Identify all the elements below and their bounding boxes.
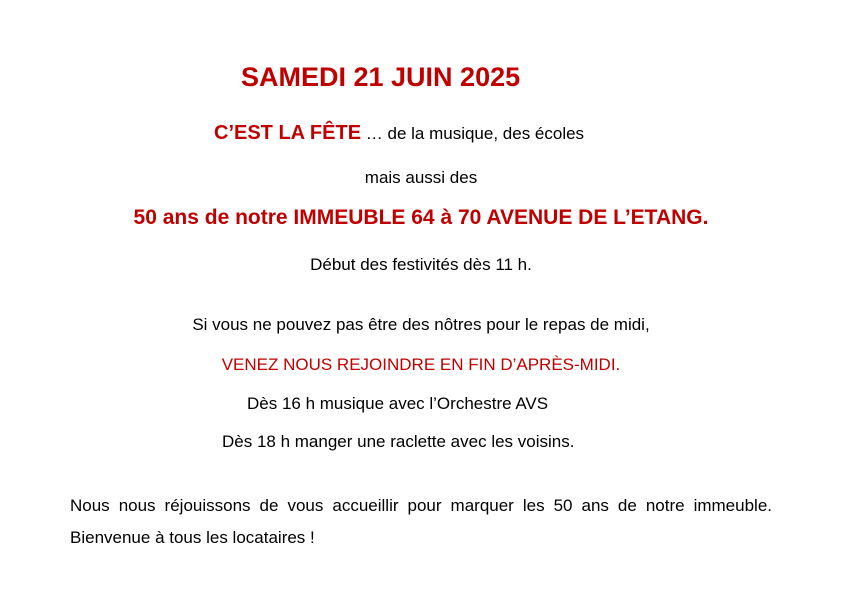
start-time-line: Début des festivités dès 11 h. [310, 255, 532, 274]
fete-line [214, 123, 584, 143]
fete-rest: … de la musique, des écoles [361, 124, 585, 143]
invitation-line: VENEZ NOUS REJOINDRE EN FIN D’APRÈS-MIDI. [221, 355, 621, 374]
date-heading: SAMEDI 21 JUIN 2025 [241, 62, 521, 92]
lunch-note-line: Si vous ne pouvez pas être des nôtres pour le repas de midi, [192, 315, 650, 334]
closing-paragraph: Nous nous réjouissons de vous accueillir pour marquer les 50 ans de notre immeuble. Bienvenue à tous les locataires ! [70, 496, 772, 547]
anniversary-line: 50 ans de notre IMMEUBLE 64 à 70 AVENUE DE L’ETANG. [133, 206, 709, 229]
music-line: Dès 16 h musique avec l’Orchestre AVS [247, 394, 549, 413]
aussi-line: mais aussi des [364, 168, 478, 187]
raclette-line: Dès 18 h manger une raclette avec les voisins. [222, 432, 575, 451]
fete-title: C’EST LA FÊTE [214, 122, 362, 144]
